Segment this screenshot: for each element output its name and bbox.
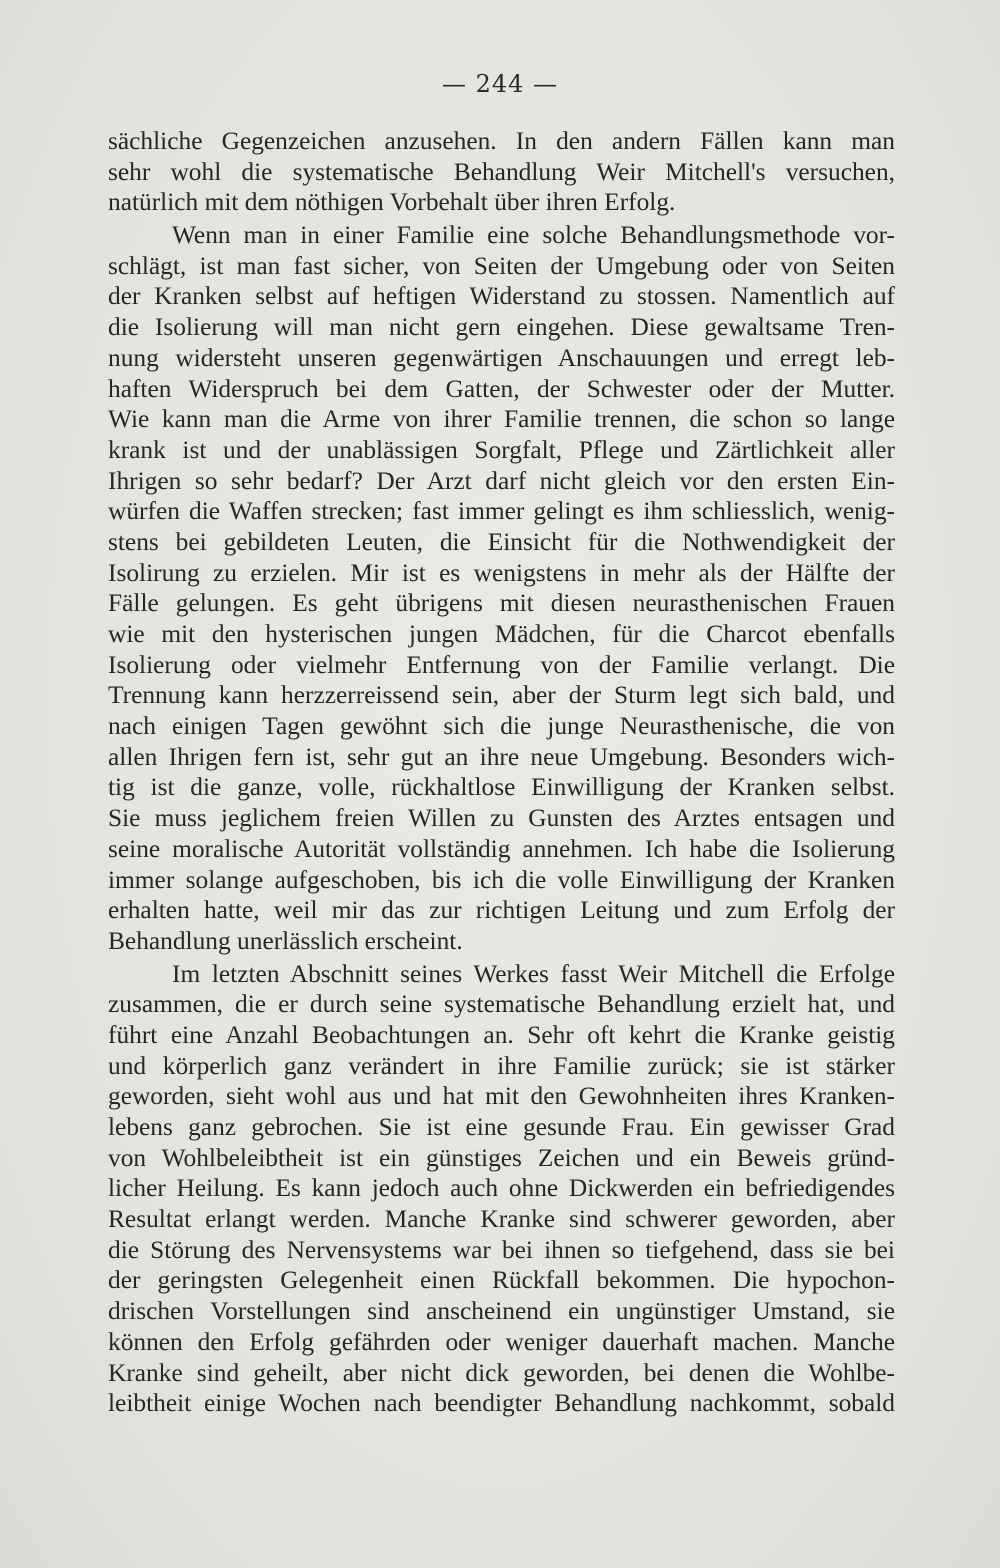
text-line: erhalten hatte, weil mir das zur richtigen Leitung und zum Erfolg der (108, 896, 895, 925)
text-line: seine moralische Autorität vollständig annehmen. Ich habe die Isolierung (108, 834, 895, 863)
text-line: allen Ihrigen fern ist, sehr gut an ihre neue Umgebung. Besonders wich- (108, 742, 895, 771)
text-line: drischen Vorstellungen sind anscheinend ein ungünstiger Umstand, sie (108, 1297, 895, 1326)
text-line: stens bei gebildeten Leuten, die Einsicht für die Nothwendigkeit der (108, 527, 895, 556)
text-line: nach einigen Tagen gewöhnt sich die junge Neurasthenische, die von (108, 712, 895, 741)
text-line: sächliche Gegenzeichen anzusehen. In den andern Fällen kann man (108, 127, 895, 155)
text-line: wie mit den hysterischen jungen Mädchen, für die Charcot ebenfalls (108, 620, 895, 648)
text-line: Trennung kann herzzerreissend sein, aber der Sturm legt sich bald, und (108, 681, 895, 710)
paragraph (108, 959, 895, 1419)
text-line: licher Heilung. Es kann jedoch auch ohne Dickwerden ein befriedigendes (108, 1174, 895, 1203)
text-line: Sie muss jeglichem freien Willen zu Gunsten des Arztes entsagen und (108, 804, 895, 833)
text-line: Fälle gelungen. Es geht übrigens mit diesen neurasthenischen Frauen (108, 589, 895, 618)
text-line: schlägt, ist man fast sicher, von Seiten der Umgebung oder von Seiten (108, 251, 895, 280)
text-line: und körperlich ganz verändert in ihre Familie zurück; sie ist stärker (108, 1051, 895, 1080)
body-text (108, 126, 895, 1419)
text-line: führt eine Anzahl Beobachtungen an. Sehr oft kehrt die Kranke geistig (108, 1020, 895, 1049)
text-line: krank ist und der unablässigen Sorgfalt, Pflege und Zärtlichkeit aller (108, 435, 895, 464)
page-number: — 244 — (441, 70, 559, 98)
text-line: immer solange aufgeschoben, bis ich die volle Einwilligung der Kranken (108, 865, 895, 894)
text-line: zusammen, die er durch seine systematische Behandlung erzielt hat, und (108, 990, 895, 1019)
text-line: lebens ganz gebrochen. Sie ist eine gesunde Frau. Ein gewisser Grad (108, 1113, 895, 1141)
text-line: natürlich mit dem nöthigen Vorbehalt über ihren Erfolg. (108, 188, 676, 217)
text-line: können den Erfolg gefährden oder weniger dauerhaft machen. Manche (108, 1327, 895, 1356)
text-line: sehr wohl die systematische Behandlung Weir Mitchell's versuchen, (108, 157, 895, 186)
text-line: Ihrigen so sehr bedarf? Der Arzt darf nicht gleich vor den ersten Ein- (108, 466, 895, 495)
text-line: Wenn man in einer Familie eine solche Behandlungsmethode vor- (172, 221, 895, 250)
text-line: Wie kann man die Arme von ihrer Familie trennen, die schon so lange (108, 405, 895, 434)
text-line: die Isolierung will man nicht gern eingehen. Diese gewaltsame Tren- (108, 313, 895, 342)
text-line: der Kranken selbst auf heftigen Widerstand zu stossen. Namentlich auf (108, 282, 895, 311)
text-line: würfen die Waffen strecken; fast immer gelingt es ihm schliesslich, wenig- (108, 497, 895, 526)
text-line: Im letzten Abschnitt seines Werkes fasst Weir Mitchell die Erfolge (172, 959, 895, 988)
text-line: nung widersteht unseren gegenwärtigen Anschauungen und erregt leb- (108, 343, 895, 372)
text-line: tig ist die ganze, volle, rückhaltlose Einwilligung der Kranken selbst. (108, 773, 895, 802)
text-line: leibtheit einige Wochen nach beendigter Behandlung nachkommt, sobald (108, 1389, 895, 1418)
text-line: geworden, sieht wohl aus und hat mit den Gewohnheiten ihres Kranken- (108, 1082, 895, 1111)
text-line: Isolirung zu erzielen. Mir ist es wenigstens in mehr als der Hälfte der (108, 558, 895, 587)
paragraph (108, 126, 895, 218)
text-line: Behandlung unerlässlich erscheint. (108, 926, 463, 955)
text-line: der geringsten Gelegenheit einen Rückfall bekommen. Die hypochon- (108, 1266, 895, 1295)
text-line: Resultat erlangt werden. Manche Kranke sind schwerer geworden, aber (108, 1205, 895, 1234)
text-line: die Störung des Nervensystems war bei ihnen so tiefgehend, dass sie bei (108, 1235, 895, 1264)
text-line: von Wohlbeleibtheit ist ein günstiges Zeichen und ein Beweis gründ- (108, 1143, 895, 1172)
text-line: Isolierung oder vielmehr Entfernung von der Familie verlangt. Die (108, 650, 895, 679)
text-line: haften Widerspruch bei dem Gatten, der Schwester oder der Mutter. (108, 374, 895, 403)
paragraph (108, 220, 895, 957)
text-line: Kranke sind geheilt, aber nicht dick geworden, bei denen die Wohlbe- (108, 1358, 895, 1387)
